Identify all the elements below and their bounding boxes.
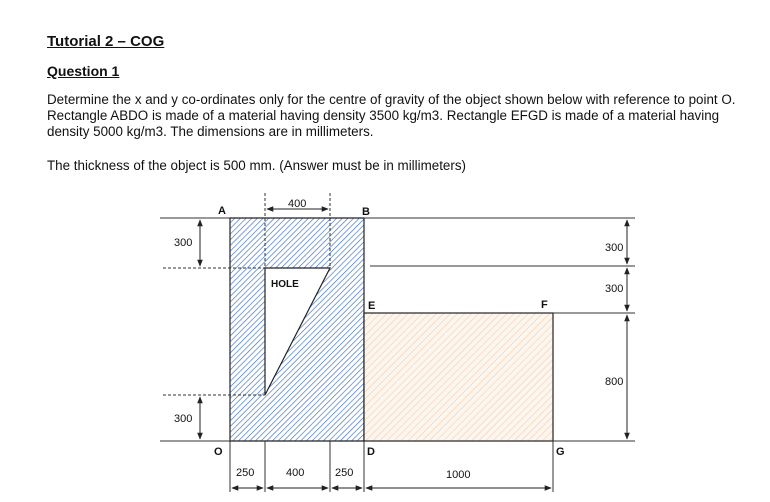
dim-right-mid: 300 bbox=[605, 283, 624, 295]
dim-bottom-3: 250 bbox=[335, 467, 354, 479]
dim-bottom-2: 400 bbox=[286, 467, 305, 479]
point-o-label: O bbox=[214, 446, 223, 458]
dim-left-top: 300 bbox=[174, 237, 193, 249]
rectangle-efgd bbox=[364, 313, 553, 441]
dim-right-bottom: 800 bbox=[605, 376, 624, 388]
thickness-note: The thickness of the object is 500 mm. (Answer must be in millimeters) bbox=[47, 158, 466, 173]
dim-left-bottom: 300 bbox=[174, 413, 193, 425]
problem-statement: Determine the x and y co-ordinates only for the centre of gravity of the object shown below with reference to point O. Rectangle ABDO is made of a material having density 3500 kg/m3. Rectangle EFGD is made of a material having density 5000 kg/m3. The dimensions are in millimeters. bbox=[47, 92, 736, 139]
page-title: Tutorial 2 – COG bbox=[47, 33, 165, 50]
point-g-label: G bbox=[556, 446, 565, 458]
dim-bottom-1: 250 bbox=[236, 467, 255, 479]
hole-label: HOLE bbox=[271, 279, 299, 290]
point-f-label: F bbox=[541, 299, 548, 311]
dim-bottom-4: 1000 bbox=[446, 469, 471, 481]
point-b-label: B bbox=[362, 206, 370, 218]
dim-right-top: 300 bbox=[605, 242, 624, 254]
point-d-label: D bbox=[367, 446, 375, 458]
dim-top-width: 400 bbox=[288, 198, 307, 210]
point-e-label: E bbox=[368, 300, 376, 312]
point-a-label: A bbox=[218, 205, 226, 217]
question-heading: Question 1 bbox=[47, 63, 120, 79]
rectangle-abdo bbox=[230, 218, 364, 441]
